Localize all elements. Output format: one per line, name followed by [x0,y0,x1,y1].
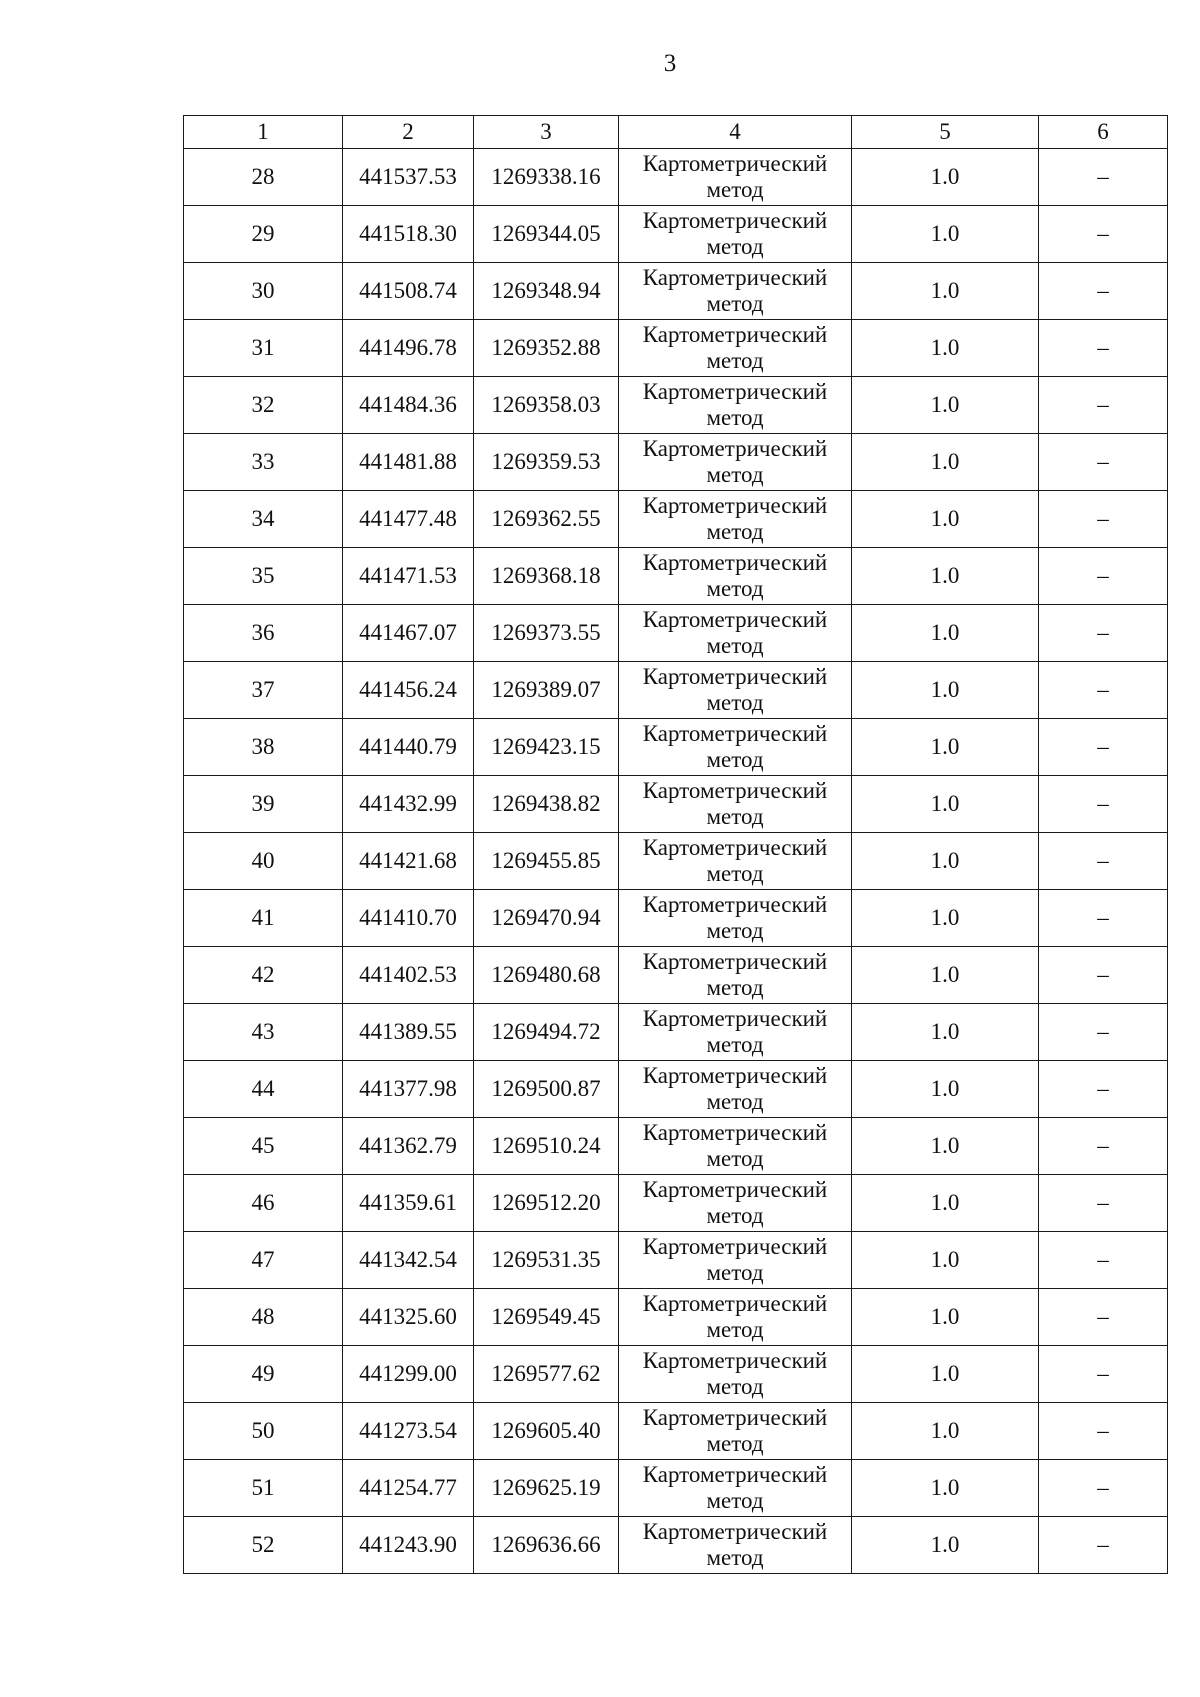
point-number-cell: 46 [184,1175,343,1232]
method-line-2: метод [706,1203,764,1228]
x-coordinate-cell: 441467.07 [343,605,474,662]
method-line-2: метод [706,462,764,487]
x-coordinate-cell: 441421.68 [343,833,474,890]
y-coordinate-cell: 1269348.94 [474,263,619,320]
column-header-1: 1 [184,116,343,149]
point-number-cell: 44 [184,1061,343,1118]
accuracy-cell: 1.0 [852,548,1039,605]
method-line-1: Картометрический [642,1234,828,1259]
method-cell [619,776,852,833]
note-cell: – [1039,1061,1168,1118]
table-row [184,206,1168,263]
point-number-cell: 33 [184,434,343,491]
method-line-1: Картометрический [642,1519,828,1544]
method-line-2: метод [706,1488,764,1513]
x-coordinate-cell: 441477.48 [343,491,474,548]
table-row [184,149,1168,206]
y-coordinate-cell: 1269512.20 [474,1175,619,1232]
method-line-2: метод [706,918,764,943]
point-number-cell: 31 [184,320,343,377]
method-line-2: метод [706,1317,764,1342]
note-cell: – [1039,377,1168,434]
table-header [184,116,1168,149]
column-header-3: 3 [474,116,619,149]
x-coordinate-cell: 441389.55 [343,1004,474,1061]
note-cell: – [1039,263,1168,320]
table-row [184,548,1168,605]
point-number-cell: 52 [184,1517,343,1574]
method-line-2: метод [706,348,764,373]
note-cell: – [1039,320,1168,377]
accuracy-cell: 1.0 [852,605,1039,662]
column-header-6: 6 [1039,116,1168,149]
table-row [184,377,1168,434]
note-cell: – [1039,548,1168,605]
accuracy-cell: 1.0 [852,263,1039,320]
x-coordinate-cell: 441273.54 [343,1403,474,1460]
table-row [184,947,1168,1004]
table-row [184,1460,1168,1517]
accuracy-cell: 1.0 [852,206,1039,263]
x-coordinate-cell: 441440.79 [343,719,474,776]
y-coordinate-cell: 1269344.05 [474,206,619,263]
method-cell [619,833,852,890]
accuracy-cell: 1.0 [852,1403,1039,1460]
note-cell: – [1039,662,1168,719]
method-cell [619,1460,852,1517]
accuracy-cell: 1.0 [852,719,1039,776]
method-line-2: метод [706,1431,764,1456]
y-coordinate-cell: 1269423.15 [474,719,619,776]
accuracy-cell: 1.0 [852,1061,1039,1118]
table-row [184,605,1168,662]
method-line-2: метод [706,633,764,658]
method-cell [619,377,852,434]
point-number-cell: 45 [184,1118,343,1175]
x-coordinate-cell: 441254.77 [343,1460,474,1517]
x-coordinate-cell: 441362.79 [343,1118,474,1175]
x-coordinate-cell: 441359.61 [343,1175,474,1232]
method-cell [619,947,852,1004]
x-coordinate-cell: 441471.53 [343,548,474,605]
method-cell [619,263,852,320]
table-row [184,776,1168,833]
method-cell [619,662,852,719]
point-number-cell: 38 [184,719,343,776]
method-cell [619,320,852,377]
method-line-2: метод [706,747,764,772]
x-coordinate-cell: 441299.00 [343,1346,474,1403]
accuracy-cell: 1.0 [852,491,1039,548]
x-coordinate-cell: 441518.30 [343,206,474,263]
method-cell [619,1289,852,1346]
note-cell: – [1039,1346,1168,1403]
method-line-1: Картометрический [642,151,828,176]
method-cell [619,1175,852,1232]
method-line-2: метод [706,804,764,829]
point-number-cell: 29 [184,206,343,263]
method-line-2: метод [706,975,764,1000]
note-cell: – [1039,776,1168,833]
note-cell: – [1039,719,1168,776]
table-row [184,263,1168,320]
y-coordinate-cell: 1269605.40 [474,1403,619,1460]
table-row [184,1517,1168,1574]
accuracy-cell: 1.0 [852,1346,1039,1403]
method-line-2: метод [706,1089,764,1114]
method-cell [619,719,852,776]
method-cell [619,149,852,206]
point-number-cell: 30 [184,263,343,320]
y-coordinate-cell: 1269455.85 [474,833,619,890]
method-line-1: Картометрический [642,835,828,860]
header-row [184,116,1168,149]
y-coordinate-cell: 1269625.19 [474,1460,619,1517]
note-cell: – [1039,1118,1168,1175]
y-coordinate-cell: 1269510.24 [474,1118,619,1175]
y-coordinate-cell: 1269338.16 [474,149,619,206]
y-coordinate-cell: 1269549.45 [474,1289,619,1346]
table-row [184,1346,1168,1403]
table-row [184,1118,1168,1175]
method-line-2: метод [706,1260,764,1285]
x-coordinate-cell: 441325.60 [343,1289,474,1346]
method-line-2: метод [706,1032,764,1057]
point-number-cell: 51 [184,1460,343,1517]
x-coordinate-cell: 441243.90 [343,1517,474,1574]
y-coordinate-cell: 1269373.55 [474,605,619,662]
x-coordinate-cell: 441402.53 [343,947,474,1004]
y-coordinate-cell: 1269389.07 [474,662,619,719]
table-row [184,890,1168,947]
note-cell: – [1039,434,1168,491]
method-cell [619,206,852,263]
method-line-1: Картометрический [642,892,828,917]
method-line-1: Картометрический [642,778,828,803]
table-row [184,1232,1168,1289]
page-number: 3 [663,50,677,77]
accuracy-cell: 1.0 [852,776,1039,833]
method-line-1: Картометрический [642,1120,828,1145]
table-row [184,833,1168,890]
method-line-1: Картометрический [642,322,828,347]
note-cell: – [1039,1403,1168,1460]
method-line-1: Картометрический [642,1405,828,1430]
method-cell [619,605,852,662]
accuracy-cell: 1.0 [852,434,1039,491]
note-cell: – [1039,1232,1168,1289]
note-cell: – [1039,491,1168,548]
note-cell: – [1039,1175,1168,1232]
table-body [184,149,1168,1574]
accuracy-cell: 1.0 [852,947,1039,1004]
method-line-2: метод [706,291,764,316]
y-coordinate-cell: 1269470.94 [474,890,619,947]
table-row [184,719,1168,776]
method-line-1: Картометрический [642,1063,828,1088]
point-number-cell: 28 [184,149,343,206]
point-number-cell: 35 [184,548,343,605]
method-cell [619,1346,852,1403]
method-line-2: метод [706,1146,764,1171]
accuracy-cell: 1.0 [852,320,1039,377]
table-row [184,1004,1168,1061]
method-line-1: Картометрический [642,664,828,689]
y-coordinate-cell: 1269636.66 [474,1517,619,1574]
y-coordinate-cell: 1269480.68 [474,947,619,1004]
table-row [184,1403,1168,1460]
point-number-cell: 43 [184,1004,343,1061]
accuracy-cell: 1.0 [852,1232,1039,1289]
accuracy-cell: 1.0 [852,890,1039,947]
accuracy-cell: 1.0 [852,1004,1039,1061]
point-number-cell: 37 [184,662,343,719]
method-cell [619,1061,852,1118]
x-coordinate-cell: 441484.36 [343,377,474,434]
note-cell: – [1039,1460,1168,1517]
method-cell [619,548,852,605]
accuracy-cell: 1.0 [852,1118,1039,1175]
note-cell: – [1039,605,1168,662]
method-line-1: Картометрический [642,949,828,974]
note-cell: – [1039,1004,1168,1061]
y-coordinate-cell: 1269368.18 [474,548,619,605]
method-line-1: Картометрический [642,379,828,404]
point-number-cell: 39 [184,776,343,833]
note-cell: – [1039,1517,1168,1574]
method-line-1: Картометрический [642,436,828,461]
method-line-1: Картометрический [642,550,828,575]
y-coordinate-cell: 1269500.87 [474,1061,619,1118]
table-row [184,320,1168,377]
accuracy-cell: 1.0 [852,1289,1039,1346]
column-header-5: 5 [852,116,1039,149]
note-cell: – [1039,833,1168,890]
y-coordinate-cell: 1269358.03 [474,377,619,434]
x-coordinate-cell: 441456.24 [343,662,474,719]
method-line-1: Картометрический [642,1348,828,1373]
point-number-cell: 36 [184,605,343,662]
note-cell: – [1039,149,1168,206]
method-line-1: Картометрический [642,1291,828,1316]
accuracy-cell: 1.0 [852,1460,1039,1517]
coordinates-table [183,115,1168,1574]
method-line-1: Картометрический [642,208,828,233]
table-row [184,1175,1168,1232]
point-number-cell: 41 [184,890,343,947]
method-line-2: метод [706,576,764,601]
method-line-2: метод [706,861,764,886]
table-row [184,1289,1168,1346]
method-line-2: метод [706,1545,764,1570]
method-line-1: Картометрический [642,1006,828,1031]
x-coordinate-cell: 441537.53 [343,149,474,206]
y-coordinate-cell: 1269531.35 [474,1232,619,1289]
y-coordinate-cell: 1269577.62 [474,1346,619,1403]
y-coordinate-cell: 1269438.82 [474,776,619,833]
method-line-2: метод [706,405,764,430]
method-line-1: Картометрический [642,265,828,290]
method-line-1: Картометрический [642,493,828,518]
point-number-cell: 48 [184,1289,343,1346]
method-line-2: метод [706,234,764,259]
point-number-cell: 47 [184,1232,343,1289]
table-row [184,662,1168,719]
note-cell: – [1039,947,1168,1004]
accuracy-cell: 1.0 [852,1175,1039,1232]
note-cell: – [1039,1289,1168,1346]
point-number-cell: 34 [184,491,343,548]
method-line-1: Картометрический [642,721,828,746]
x-coordinate-cell: 441342.54 [343,1232,474,1289]
x-coordinate-cell: 441496.78 [343,320,474,377]
x-coordinate-cell: 441377.98 [343,1061,474,1118]
table-row [184,491,1168,548]
y-coordinate-cell: 1269362.55 [474,491,619,548]
accuracy-cell: 1.0 [852,1517,1039,1574]
accuracy-cell: 1.0 [852,833,1039,890]
method-cell [619,434,852,491]
column-header-2: 2 [343,116,474,149]
accuracy-cell: 1.0 [852,149,1039,206]
y-coordinate-cell: 1269359.53 [474,434,619,491]
method-line-1: Картометрический [642,607,828,632]
x-coordinate-cell: 441481.88 [343,434,474,491]
x-coordinate-cell: 441432.99 [343,776,474,833]
table-row [184,1061,1168,1118]
point-number-cell: 42 [184,947,343,1004]
point-number-cell: 49 [184,1346,343,1403]
method-line-2: метод [706,519,764,544]
accuracy-cell: 1.0 [852,662,1039,719]
method-line-2: метод [706,690,764,715]
method-cell [619,890,852,947]
x-coordinate-cell: 441508.74 [343,263,474,320]
y-coordinate-cell: 1269494.72 [474,1004,619,1061]
method-cell [619,1118,852,1175]
point-number-cell: 40 [184,833,343,890]
x-coordinate-cell: 441410.70 [343,890,474,947]
method-line-1: Картометрический [642,1462,828,1487]
method-cell [619,1232,852,1289]
method-cell [619,1403,852,1460]
point-number-cell: 32 [184,377,343,434]
accuracy-cell: 1.0 [852,377,1039,434]
point-number-cell: 50 [184,1403,343,1460]
method-cell [619,1004,852,1061]
note-cell: – [1039,206,1168,263]
method-cell [619,1517,852,1574]
method-line-2: метод [706,177,764,202]
method-line-1: Картометрический [642,1177,828,1202]
column-header-4: 4 [619,116,852,149]
table-row [184,434,1168,491]
method-cell [619,491,852,548]
note-cell: – [1039,890,1168,947]
y-coordinate-cell: 1269352.88 [474,320,619,377]
method-line-2: метод [706,1374,764,1399]
